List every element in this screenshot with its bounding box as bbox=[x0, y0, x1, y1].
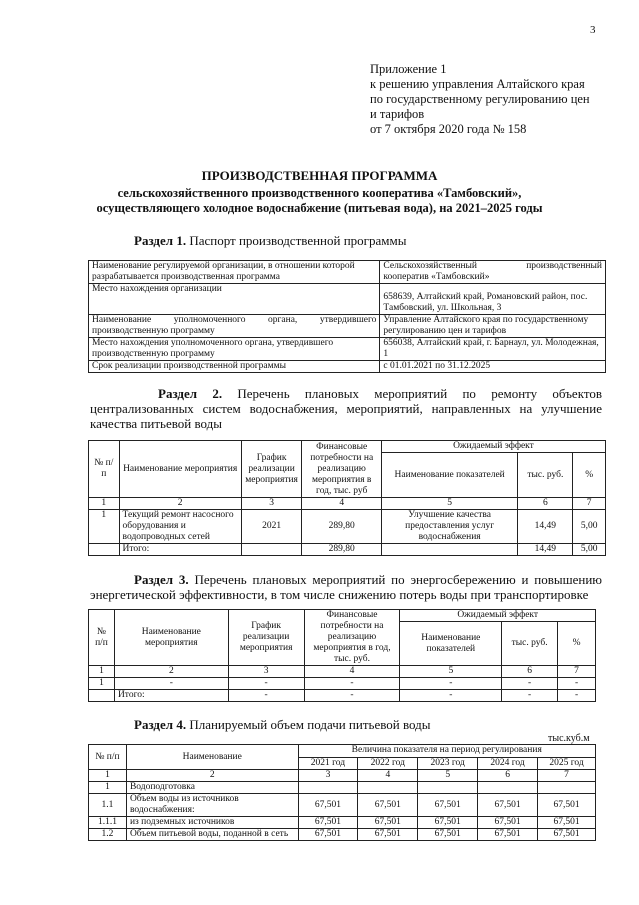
table-cell: 67,501 bbox=[538, 794, 596, 817]
passport-table bbox=[88, 260, 606, 373]
section-2-heading bbox=[90, 386, 602, 431]
cell-text: производственный bbox=[526, 261, 602, 271]
table-cell: 67,501 bbox=[358, 817, 418, 829]
header-cell: Финансовые потребности на реализацию мероприятия в год, тыс. руб. bbox=[304, 610, 400, 666]
table-row bbox=[89, 361, 606, 373]
table-cell: - bbox=[400, 690, 502, 702]
table-cell: 67,501 bbox=[478, 829, 538, 841]
header-cell: 2022 год bbox=[358, 757, 418, 770]
table-cell: 67,501 bbox=[298, 794, 358, 817]
table-cell: Итого: bbox=[119, 544, 241, 556]
section-title: Перечень плановых мероприятий по ремонту объектов централизованных систем водоснабжения, мероприятий, направленных на улучшение качества питьевой воды bbox=[90, 386, 602, 431]
table-cell bbox=[358, 782, 418, 794]
table-cell: Итого: bbox=[114, 690, 228, 702]
header-cell: тыс. руб. bbox=[502, 622, 558, 666]
table-cell: 1.2 bbox=[89, 829, 127, 841]
table-cell: 14,49 bbox=[518, 544, 573, 556]
table-row bbox=[89, 770, 596, 782]
table-cell bbox=[89, 690, 115, 702]
appendix-line: и тарифов bbox=[370, 107, 425, 121]
table-cell: 289,80 bbox=[302, 544, 381, 556]
table-row bbox=[89, 782, 596, 794]
header-cell: 2024 год bbox=[478, 757, 538, 770]
header-cell: % bbox=[573, 453, 606, 498]
table-cell: 5,00 bbox=[573, 510, 606, 544]
appendix-line: от 7 октября 2020 года № 158 bbox=[370, 122, 527, 136]
table-cell: - bbox=[228, 690, 304, 702]
table-cell: 7 bbox=[538, 770, 596, 782]
table-cell: 1.1 bbox=[89, 794, 127, 817]
table-cell: 1 bbox=[89, 498, 120, 510]
table-cell bbox=[241, 544, 302, 556]
table-cell: 67,501 bbox=[358, 829, 418, 841]
section-title: Планируемый объем подачи питьевой воды bbox=[189, 717, 431, 732]
table-cell: 2 bbox=[126, 770, 298, 782]
table-cell: Текущий ремонт насосного оборудования и водопроводных сетей bbox=[119, 510, 241, 544]
table-cell: 67,501 bbox=[418, 829, 478, 841]
header-cell: 2025 год bbox=[538, 757, 596, 770]
table-row bbox=[89, 817, 596, 829]
table-cell: 1 bbox=[89, 782, 127, 794]
table-cell: - bbox=[558, 690, 596, 702]
table-cell: Водоподготовка bbox=[126, 782, 298, 794]
section-3-heading bbox=[90, 572, 602, 602]
section-number: Раздел 2. bbox=[158, 386, 223, 401]
table-row bbox=[89, 690, 596, 702]
header-cell: 2023 год bbox=[418, 757, 478, 770]
table-cell: 67,501 bbox=[298, 817, 358, 829]
table-cell: - bbox=[228, 678, 304, 690]
section-4-heading bbox=[134, 717, 431, 733]
table-cell: 2 bbox=[119, 498, 241, 510]
table-cell: 67,501 bbox=[538, 817, 596, 829]
header-cell: Наименование bbox=[126, 745, 298, 770]
table-cell: 5 bbox=[418, 770, 478, 782]
table-row bbox=[89, 666, 596, 678]
table-cell: - bbox=[400, 678, 502, 690]
cell-text: производственную программу bbox=[92, 326, 215, 336]
table-cell: Улучшение качества предоставления услуг водоснабжения bbox=[381, 510, 517, 544]
table-cell bbox=[418, 782, 478, 794]
table-cell: 7 bbox=[558, 666, 596, 678]
header-cell: Наименование мероприятия bbox=[119, 441, 241, 498]
table-row bbox=[89, 315, 606, 338]
table-cell: 3 bbox=[241, 498, 302, 510]
table-row bbox=[89, 510, 606, 544]
header-cell: 2021 год bbox=[298, 757, 358, 770]
header-cell: Наименование мероприятия bbox=[114, 610, 228, 666]
table-cell: - bbox=[558, 678, 596, 690]
table-cell bbox=[89, 544, 120, 556]
table-cell: Наименование регулируемой организации, в отношении которой разрабатывается производственная программа bbox=[89, 261, 380, 284]
table-row bbox=[89, 678, 596, 690]
cell-text: органа, bbox=[268, 315, 298, 325]
document-title: ПРОИЗВОДСТВЕННАЯ ПРОГРАММА bbox=[201, 168, 438, 183]
table-cell: 6 bbox=[478, 770, 538, 782]
table-cell: Управление Алтайского края по государственному регулированию цен и тарифов bbox=[380, 315, 606, 338]
table-cell: Место нахождения уполномоченного органа, утвердившего производственную программу bbox=[89, 338, 380, 361]
header-cell: Ожидаемый эффект bbox=[400, 610, 596, 622]
table-cell: - bbox=[114, 678, 228, 690]
table-cell: 67,501 bbox=[538, 829, 596, 841]
table-cell: - bbox=[502, 678, 558, 690]
header-cell: тыс. руб. bbox=[518, 453, 573, 498]
table-cell: 1 bbox=[89, 510, 120, 544]
table-cell: 2 bbox=[114, 666, 228, 678]
section-number: Раздел 1. bbox=[134, 233, 187, 248]
table-cell: 14,49 bbox=[518, 510, 573, 544]
table-cell: Место нахождения организации bbox=[89, 284, 380, 315]
header-cell: Наименование показателей bbox=[400, 622, 502, 666]
table-cell: 5,00 bbox=[573, 544, 606, 556]
section-title: Перечень плановых мероприятий по энергосбережению и повышению энергетической эффективности, в том числе снижению потерь воды при транспортировке bbox=[90, 572, 602, 602]
document-subtitle: осуществляющего холодное водоснабжение (питьевая вода), на 2021–2025 годы bbox=[96, 201, 543, 215]
table-cell bbox=[381, 544, 517, 556]
table-cell: 67,501 bbox=[418, 817, 478, 829]
table-cell: 5 bbox=[381, 498, 517, 510]
energy-measures-table bbox=[88, 609, 596, 702]
table-cell: 1 bbox=[89, 678, 115, 690]
table-cell: 2021 bbox=[241, 510, 302, 544]
table-cell: 658639, Алтайский край, Романовский район, пос. Тамбовский, ул. Школьная, 3 bbox=[380, 284, 606, 315]
table-cell: - bbox=[304, 678, 400, 690]
table-cell: 4 bbox=[304, 666, 400, 678]
table-cell: Объем воды из источников водоснабжения: bbox=[126, 794, 298, 817]
table-cell: 1.1.1 bbox=[89, 817, 127, 829]
table-cell: 3 bbox=[298, 770, 358, 782]
header-cell: № п/п bbox=[89, 610, 115, 666]
appendix-line: к решению управления Алтайского края bbox=[370, 77, 585, 91]
table-row bbox=[89, 544, 606, 556]
table-cell: из подземных источников bbox=[126, 817, 298, 829]
table-cell: 5 bbox=[400, 666, 502, 678]
table-row bbox=[89, 284, 606, 315]
table-cell: 67,501 bbox=[418, 794, 478, 817]
table-cell: с 01.01.2021 по 31.12.2025 bbox=[380, 361, 606, 373]
table-cell: 3 bbox=[228, 666, 304, 678]
section-number: Раздел 3. bbox=[134, 572, 189, 587]
table-cell: 67,501 bbox=[478, 817, 538, 829]
document-subtitle: сельскохозяйственного производственного кооператива «Тамбовский», bbox=[117, 186, 522, 200]
unit-label: тыс.куб.м bbox=[548, 733, 590, 744]
header-cell: Ожидаемый эффект bbox=[381, 441, 605, 453]
table-cell bbox=[89, 315, 380, 338]
section-1-heading bbox=[134, 233, 406, 249]
table-cell: 67,501 bbox=[478, 794, 538, 817]
appendix-line: по государственному регулированию цен bbox=[370, 92, 590, 106]
cell-text: уполномоченного bbox=[173, 315, 246, 325]
table-cell: 656038, Алтайский край, г. Барнаул, ул. Молодежная, 1 bbox=[380, 338, 606, 361]
table-cell: - bbox=[304, 690, 400, 702]
table-row bbox=[89, 338, 606, 361]
table-cell: Объем питьевой воды, поданной в сеть bbox=[126, 829, 298, 841]
table-cell: 4 bbox=[302, 498, 381, 510]
header-cell: График реализации мероприятия bbox=[228, 610, 304, 666]
cell-text: утвердившего bbox=[319, 315, 377, 325]
header-cell: Наименование показателей bbox=[381, 453, 517, 498]
table-cell: Срок реализации производственной программы bbox=[89, 361, 380, 373]
section-title: Паспорт производственной программы bbox=[189, 233, 407, 248]
header-cell: Финансовые потребности на реализацию мероприятия в год, тыс. руб bbox=[302, 441, 381, 498]
table-cell bbox=[538, 782, 596, 794]
cell-text: Наименование bbox=[92, 315, 152, 325]
header-cell: № п/п bbox=[89, 441, 120, 498]
appendix-block bbox=[370, 62, 590, 137]
table-cell: 67,501 bbox=[358, 794, 418, 817]
appendix-line: Приложение 1 bbox=[370, 62, 447, 76]
table-cell: 289,80 bbox=[302, 510, 381, 544]
table-cell: 4 bbox=[358, 770, 418, 782]
header-cell: График реализации мероприятия bbox=[241, 441, 302, 498]
cell-text: Сельскохозяйственный bbox=[383, 261, 478, 271]
table-cell bbox=[298, 782, 358, 794]
cell-text: кооператив «Тамбовский» bbox=[383, 272, 490, 282]
table-cell bbox=[380, 261, 606, 284]
table-row bbox=[89, 261, 606, 284]
header-cell: № п/п bbox=[89, 745, 127, 770]
table-cell: 6 bbox=[502, 666, 558, 678]
header-cell: % bbox=[558, 622, 596, 666]
header-cell: Величина показателя на период регулирования bbox=[298, 745, 595, 758]
table-cell: 1 bbox=[89, 666, 115, 678]
table-row bbox=[89, 794, 596, 817]
table-cell: - bbox=[502, 690, 558, 702]
table-cell: 6 bbox=[518, 498, 573, 510]
table-row bbox=[89, 498, 606, 510]
water-supply-volume-table bbox=[88, 744, 596, 841]
table-cell: 1 bbox=[89, 770, 127, 782]
section-number: Раздел 4. bbox=[134, 717, 187, 732]
table-cell: 7 bbox=[573, 498, 606, 510]
table-cell bbox=[478, 782, 538, 794]
page-number: 3 bbox=[590, 24, 596, 36]
table-cell: 67,501 bbox=[298, 829, 358, 841]
table-row bbox=[89, 829, 596, 841]
repair-measures-table bbox=[88, 440, 606, 556]
